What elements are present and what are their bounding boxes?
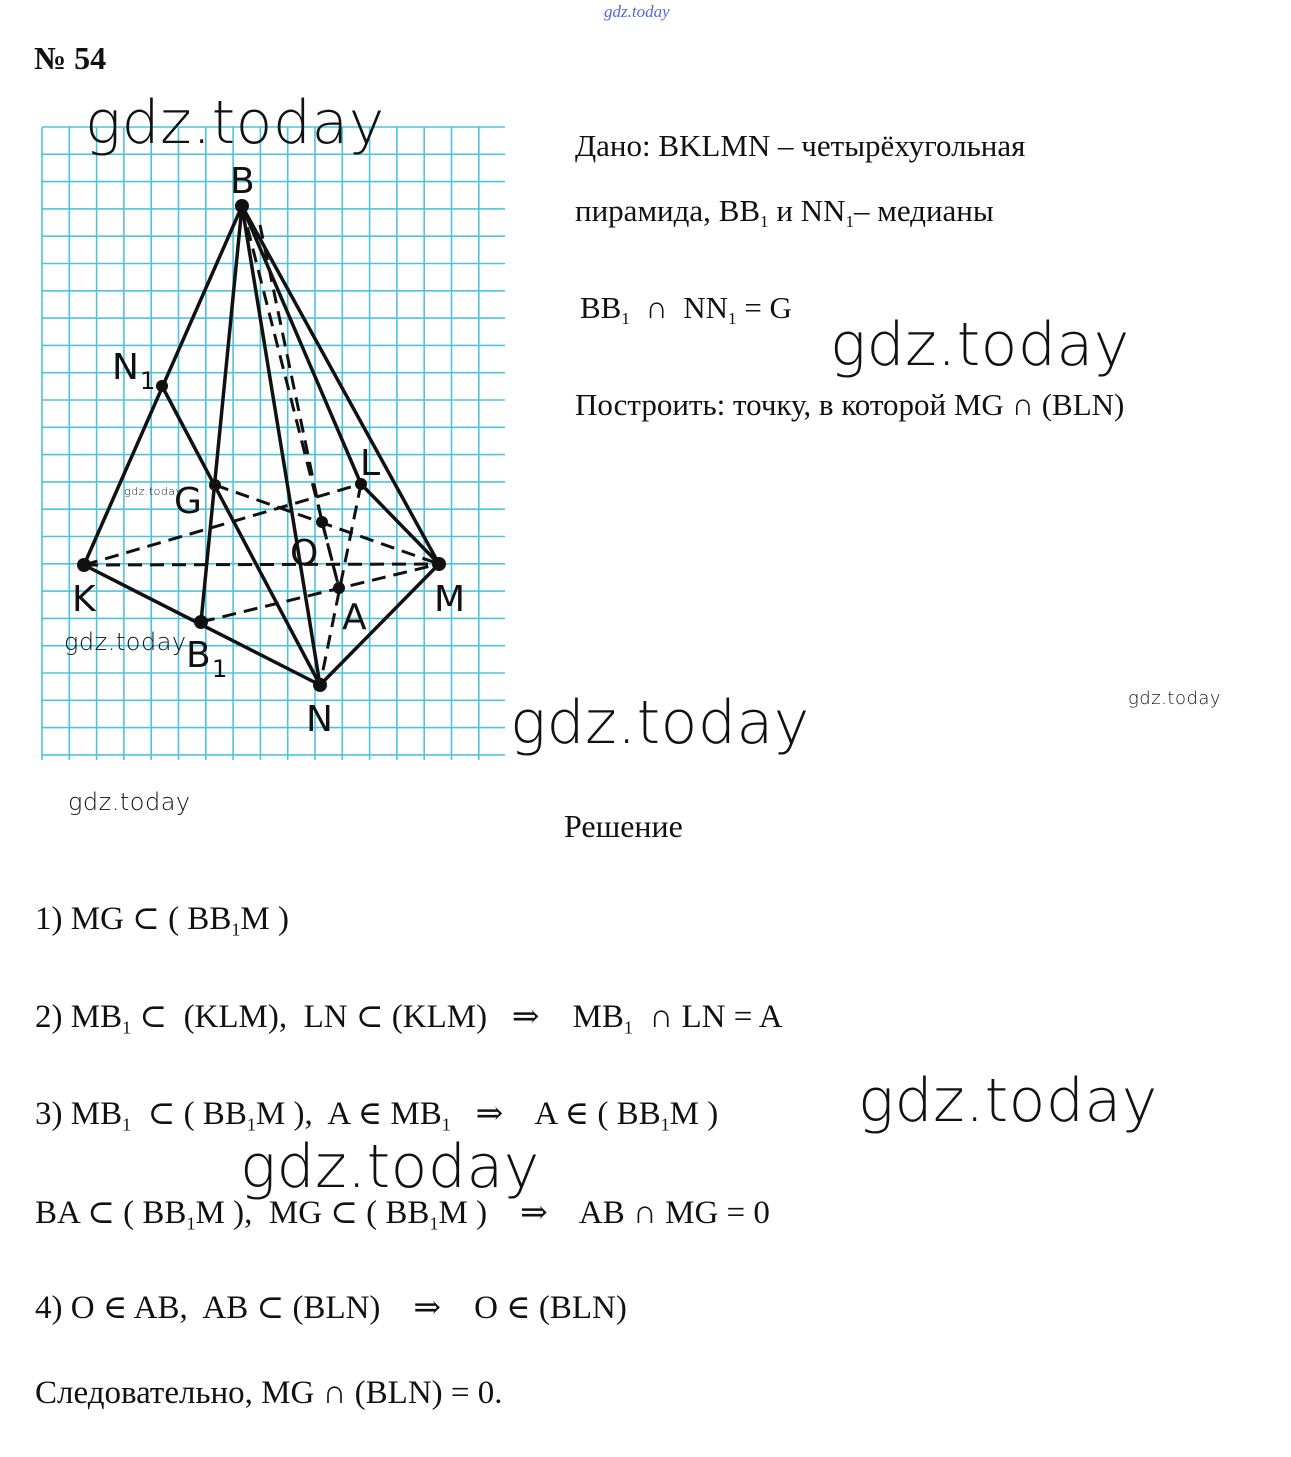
problem-number: № 54 <box>34 40 107 76</box>
point-k <box>77 558 91 572</box>
subscript: 1 <box>845 211 854 231</box>
watermark: gdz.today <box>240 1132 540 1202</box>
given-nn1: NN <box>683 290 729 325</box>
step-text: M ) <box>240 901 289 937</box>
step-3 <box>35 1093 718 1135</box>
step-text: ⊂ (KLM), LN ⊂ (KLM) ⇒ MB <box>131 999 624 1035</box>
step-text: 2) MB <box>35 999 123 1035</box>
watermark: gdz.today <box>124 485 183 498</box>
given-eq-g: = G <box>744 290 792 325</box>
watermark: gdz.today <box>64 628 187 656</box>
top-watermark: gdz.today <box>604 2 670 21</box>
subscript: 1 <box>728 308 737 328</box>
watermark: gdz.today <box>85 88 385 158</box>
subscript: 1 <box>429 1213 439 1234</box>
grid-lines <box>42 127 505 760</box>
subscript: 1 <box>623 1017 633 1038</box>
segment-b1-m <box>201 564 439 622</box>
subscript: 1 <box>122 1114 132 1135</box>
step-3b <box>35 1192 770 1234</box>
given-line-3 <box>580 290 792 329</box>
step-text: M ) ⇒ AB ∩ MG = 0 <box>438 1195 770 1231</box>
watermark: gdz.today <box>830 310 1130 380</box>
subscript: 1 <box>186 1213 196 1234</box>
step-1 <box>35 898 289 940</box>
subscript: 1 <box>231 919 241 940</box>
label-n1: N <box>112 347 139 388</box>
point-n1 <box>156 380 168 392</box>
step-4: 4) O ∈ AB, AB ⊂ (BLN) ⇒ O ∈ (BLN) <box>35 1290 627 1326</box>
step-text: BA ⊂ ( BB <box>35 1195 187 1231</box>
label-k: K <box>72 579 96 620</box>
intersection-symbol: ∩ <box>645 290 668 325</box>
label-o: O <box>290 533 319 574</box>
pyramid-figure <box>30 115 510 765</box>
subscript: 1 <box>760 211 769 231</box>
label-l: L <box>360 443 381 484</box>
watermark: gdz.today <box>858 1066 1158 1136</box>
watermark: gdz.today <box>510 688 810 758</box>
point-m <box>432 557 446 571</box>
point-b1 <box>194 615 208 629</box>
label-b1: B <box>186 635 211 676</box>
given-bb1: BB <box>580 290 622 325</box>
watermark: gdz.today <box>68 788 191 816</box>
given-text: пирамида, <box>575 193 711 228</box>
point-a <box>333 582 345 594</box>
subscript: 1 <box>660 1114 670 1135</box>
label-g: G <box>174 481 202 522</box>
given-nn1: NN <box>800 193 846 228</box>
point-o <box>316 516 328 528</box>
subscript: 1 <box>441 1114 451 1135</box>
label-n1-sub: 1 <box>140 367 156 395</box>
subscript: 1 <box>246 1114 256 1135</box>
given-bb1: BB <box>718 193 761 228</box>
step-text: 3) MB <box>35 1096 123 1132</box>
given-medians: – медианы <box>853 193 994 228</box>
step-text: M ), A ∈ MB <box>255 1096 442 1132</box>
point-n <box>313 678 327 692</box>
subscript: 1 <box>621 308 630 328</box>
step-text: ⊂ ( BB <box>131 1096 247 1132</box>
step-text: 1) MG ⊂ ( BB <box>35 901 232 937</box>
given-line-2 <box>575 193 994 232</box>
conclusion: Следовательно, MG ∩ (BLN) = 0. <box>35 1375 503 1411</box>
given-line-1: Дано: BKLMN – четырёхугольная <box>575 128 1026 163</box>
step-text: M ) <box>669 1096 719 1132</box>
subscript: 1 <box>122 1017 132 1038</box>
given-and: и <box>776 193 793 228</box>
label-b1-sub: 1 <box>212 655 228 683</box>
segment-o-a <box>322 522 339 588</box>
point-g <box>209 479 221 491</box>
step-2 <box>35 996 783 1038</box>
watermark: gdz.today <box>1128 688 1222 709</box>
label-a: A <box>342 597 367 638</box>
label-m: M <box>434 579 466 620</box>
label-b: B <box>230 161 255 202</box>
step-text: ⇒ A ∈ ( BB <box>450 1096 661 1132</box>
label-n: N <box>306 699 333 740</box>
step-text: ∩ LN = A <box>632 999 783 1035</box>
solution-heading: Решение <box>564 808 683 844</box>
edge-b-b1 <box>201 206 242 622</box>
step-text: M ), MG ⊂ ( BB <box>195 1195 430 1231</box>
given-construct: Построить: точку, в которой MG ∩ (BLN) <box>575 387 1125 422</box>
